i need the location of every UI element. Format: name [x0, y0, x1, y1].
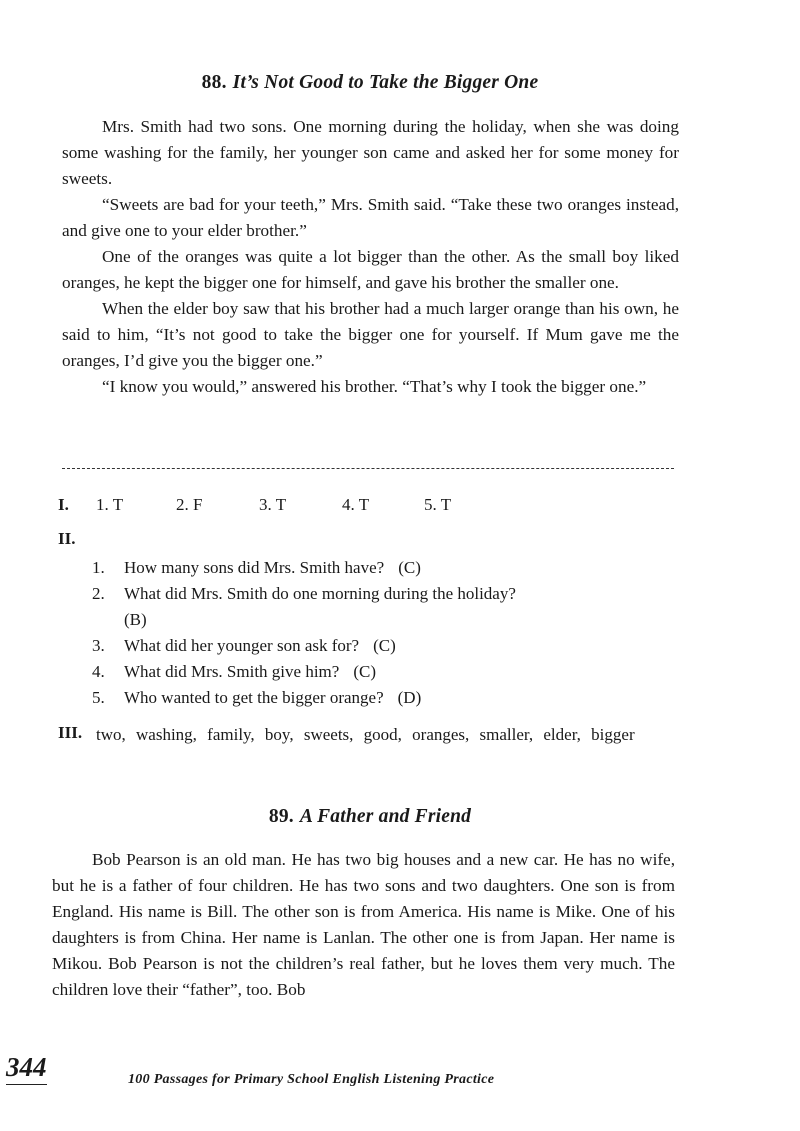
- question-text: How many sons did Mrs. Smith have?: [124, 558, 385, 577]
- question-list: [92, 555, 682, 711]
- part-2-label: II.: [58, 529, 76, 548]
- question-answer: (C): [373, 636, 396, 655]
- section-88-passage: [62, 114, 679, 400]
- page-number: 344: [6, 1052, 47, 1085]
- question-answer: (C): [398, 558, 421, 577]
- part-3-label: III.: [58, 723, 83, 742]
- question-answer: (D): [397, 688, 422, 707]
- section-89-title: [0, 806, 740, 828]
- question-item: [92, 555, 682, 581]
- section-88-heading: It’s Not Good to Take the Bigger One: [232, 72, 539, 93]
- question-text: What did Mrs. Smith give him?: [124, 662, 340, 681]
- question-number: 1.: [92, 558, 105, 577]
- question-number: 5.: [92, 688, 105, 707]
- paragraph: Mrs. Smith had two sons. One morning during the holiday, when she was doing some washing for the family, her younger son came and asked her for some money for sweets.: [62, 117, 679, 188]
- paragraph: When the elder boy saw that his brother had a much larger orange than his own, he said to him, “It’s not good to take the bigger one for yourself. If Mum gave me the oranges, I’d give you the bigger one.”: [62, 299, 679, 370]
- true-false-answer: 1. T: [96, 495, 124, 514]
- question-text: What did her younger son ask for?: [124, 636, 360, 655]
- section-88-number: 88.: [201, 72, 227, 93]
- paragraph: Bob Pearson is an old man. He has two big houses and a new car. He has no wife, but he is a father of four children. He has two sons and two daughters. One son is from England. His name is Bill. The other son is from America. His name is Mike. One of his daughters is from China. Her name is Lanlan. The other one is from Japan. Her name is Mikou. Bob Pearson is not the children’s real father, but he loves them very much. The children love their “father”, too. Bob: [52, 850, 675, 999]
- question-item: [92, 581, 682, 633]
- dashed-divider: [62, 468, 674, 469]
- part-1-label: I.: [58, 495, 69, 514]
- section-89-passage: [52, 847, 675, 1003]
- true-false-answer: 5. T: [424, 495, 452, 514]
- question-number: 3.: [92, 636, 105, 655]
- word-answers: two, washing, family, boy, sweets, good, oranges, smaller, elder, bigger: [96, 725, 635, 744]
- section-89-number: 89.: [268, 806, 294, 827]
- paragraph: “I know you would,” answered his brother. “That’s why I took the bigger one.”: [102, 377, 647, 396]
- true-false-answer: 4. T: [342, 495, 370, 514]
- section-89-heading: A Father and Friend: [299, 806, 472, 827]
- paragraph: One of the oranges was quite a lot bigger than the other. As the small boy liked oranges, he kept the bigger one for himself, and gave his brother the smaller one.: [62, 247, 679, 292]
- question-number: 4.: [92, 662, 105, 681]
- true-false-answer: 3. T: [259, 495, 287, 514]
- question-text: Who wanted to get the bigger orange?: [124, 688, 384, 707]
- question-item: [92, 659, 682, 685]
- question-number: 2.: [92, 584, 105, 603]
- paragraph: “Sweets are bad for your teeth,” Mrs. Smith said. “Take these two oranges instead, and give one to your elder brother.”: [62, 195, 679, 240]
- question-text: What did Mrs. Smith do one morning during the holiday?: [124, 584, 516, 603]
- question-answer: (C): [353, 662, 376, 681]
- question-answer: (B): [124, 610, 147, 629]
- true-false-answer: 2. F: [176, 495, 203, 514]
- question-item: [92, 633, 682, 659]
- book-title-footer: 100 Passages for Primary School English Listening Practice: [128, 1072, 495, 1087]
- section-88-title: [0, 72, 740, 94]
- question-item: [92, 685, 682, 711]
